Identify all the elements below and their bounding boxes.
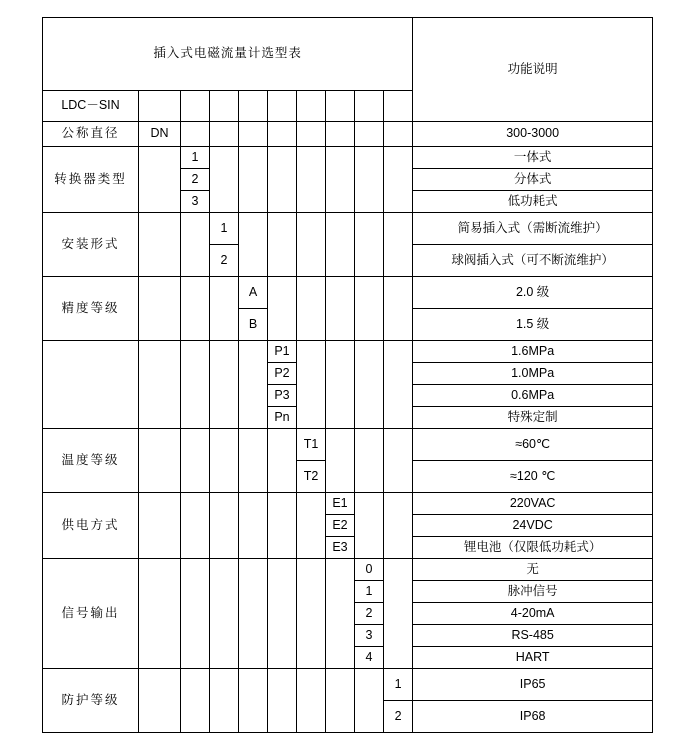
desc-converter-type-2: 分体式 <box>413 169 653 191</box>
table-row-protection-1 <box>43 669 653 701</box>
spacer-cell <box>139 493 181 559</box>
code-pressure-4: Pn <box>268 407 297 429</box>
model-cell-1 <box>139 91 181 122</box>
spacer-cell <box>139 277 181 341</box>
code-install-type-1: 1 <box>210 213 239 245</box>
spacer-cell <box>297 669 326 733</box>
spacer-cell <box>355 341 384 429</box>
spacer-cell <box>268 277 297 341</box>
code-accuracy-2: B <box>239 309 268 341</box>
table-row-accuracy-1 <box>43 277 653 309</box>
spacer-cell <box>326 277 355 341</box>
model-cell-6 <box>297 91 326 122</box>
spacer-cell <box>355 213 384 277</box>
spacer-cell <box>355 669 384 733</box>
desc-accuracy-2: 1.5 级 <box>413 309 653 341</box>
spacer-cell <box>297 559 326 669</box>
model-cell-3 <box>210 91 239 122</box>
spacer-cell <box>181 669 210 733</box>
document-title: 插入式电磁流量计选型表 <box>43 18 413 91</box>
spacer-cell <box>326 559 355 669</box>
desc-power-1: 220VAC <box>413 493 653 515</box>
spacer-cell <box>210 669 239 733</box>
table-row-converter-type-1 <box>43 147 653 169</box>
spacer-cell <box>181 429 210 493</box>
row-label-converter-type: 转换器类型 <box>43 147 139 213</box>
code-temperature-1: T1 <box>297 429 326 461</box>
spacer-cell <box>239 341 268 429</box>
table-row-install-type-1 <box>43 213 653 245</box>
code-power-1: E1 <box>326 493 355 515</box>
row-label-accuracy: 精度等级 <box>43 277 139 341</box>
desc-converter-type-3: 低功耗式 <box>413 191 653 213</box>
code-signal-2: 1 <box>355 581 384 603</box>
spacer-cell <box>326 147 355 213</box>
function-header: 功能说明 <box>413 18 653 122</box>
model-cell-7 <box>326 91 355 122</box>
code-power-2: E2 <box>326 515 355 537</box>
spacer-cell <box>268 147 297 213</box>
model-cell-9 <box>384 91 413 122</box>
spacer-cell <box>181 122 210 147</box>
spacer-cell <box>384 429 413 493</box>
spacer-cell <box>297 341 326 429</box>
desc-pressure-4: 特殊定制 <box>413 407 653 429</box>
table-row-nominal-diameter <box>43 122 653 147</box>
spacer-cell <box>181 341 210 429</box>
spacer-cell <box>297 493 326 559</box>
code-protection-2: 2 <box>384 701 413 733</box>
spacer-cell <box>210 559 239 669</box>
desc-signal-3: 4-20mA <box>413 603 653 625</box>
code-pressure-3: P3 <box>268 385 297 407</box>
spacer-cell <box>326 669 355 733</box>
table-row-power-1 <box>43 493 653 515</box>
spacer-cell <box>355 429 384 493</box>
spacer-cell <box>384 493 413 559</box>
spacer-cell <box>210 429 239 493</box>
spacer-cell <box>210 277 239 341</box>
desc-install-type-1: 简易插入式（需断流维护） <box>413 213 653 245</box>
code-converter-type-2: 2 <box>181 169 210 191</box>
desc-nominal-diameter: 300-3000 <box>413 122 653 147</box>
spacer-cell <box>326 122 355 147</box>
spacer-cell <box>210 493 239 559</box>
desc-protection-1: IP65 <box>413 669 653 701</box>
spacer-cell <box>239 147 268 213</box>
spacer-cell <box>181 559 210 669</box>
spacer-cell <box>139 213 181 277</box>
spacer-cell <box>268 429 297 493</box>
row-label-signal: 信号输出 <box>43 559 139 669</box>
desc-power-2: 24VDC <box>413 515 653 537</box>
spacer-cell <box>181 277 210 341</box>
spacer-cell <box>326 429 355 493</box>
spacer-cell <box>139 341 181 429</box>
spacer-cell <box>210 122 239 147</box>
spacer-cell <box>268 493 297 559</box>
code-temperature-2: T2 <box>297 461 326 493</box>
spacer-cell <box>239 213 268 277</box>
spacer-cell <box>384 559 413 669</box>
code-accuracy-1: A <box>239 277 268 309</box>
spacer-cell <box>139 559 181 669</box>
row-label-power: 供电方式 <box>43 493 139 559</box>
row-label-temperature: 温度等级 <box>43 429 139 493</box>
model-cell-2 <box>181 91 210 122</box>
row-label-pressure <box>43 341 139 429</box>
spacer-cell <box>181 493 210 559</box>
code-signal-1: 0 <box>355 559 384 581</box>
spacer-cell <box>268 669 297 733</box>
spacer-cell <box>210 341 239 429</box>
code-signal-4: 3 <box>355 625 384 647</box>
spacer-cell <box>268 213 297 277</box>
spacer-cell <box>139 429 181 493</box>
spacer-cell <box>268 559 297 669</box>
row-label-nominal-diameter: 公称直径 <box>43 122 139 147</box>
model-cell-8 <box>355 91 384 122</box>
desc-pressure-2: 1.0MPa <box>413 363 653 385</box>
table-row-title <box>43 18 653 91</box>
spacer-cell <box>297 277 326 341</box>
spacer-cell <box>239 669 268 733</box>
spacer-cell <box>239 122 268 147</box>
code-pressure-2: P2 <box>268 363 297 385</box>
spacer-cell <box>139 147 181 213</box>
spacer-cell <box>355 147 384 213</box>
desc-accuracy-1: 2.0 级 <box>413 277 653 309</box>
spacer-cell <box>297 213 326 277</box>
model-cell-5 <box>268 91 297 122</box>
desc-signal-2: 脉冲信号 <box>413 581 653 603</box>
code-nominal-diameter: DN <box>139 122 181 147</box>
desc-power-3: 锂电池（仅限低功耗式） <box>413 537 653 559</box>
desc-temperature-2: ≈120 ℃ <box>413 461 653 493</box>
table-row-temperature-1 <box>43 429 653 461</box>
desc-signal-1: 无 <box>413 559 653 581</box>
spacer-cell <box>139 669 181 733</box>
code-converter-type-3: 3 <box>181 191 210 213</box>
desc-pressure-3: 0.6MPa <box>413 385 653 407</box>
spacer-cell <box>384 122 413 147</box>
table-row-pressure-1 <box>43 341 653 363</box>
spacer-cell <box>355 277 384 341</box>
spacer-cell <box>239 429 268 493</box>
spacer-cell <box>384 213 413 277</box>
desc-signal-5: HART <box>413 647 653 669</box>
spacer-cell <box>355 493 384 559</box>
desc-install-type-2: 球阀插入式（可不断流维护） <box>413 245 653 277</box>
spacer-cell <box>355 122 384 147</box>
spacer-cell <box>297 147 326 213</box>
model-cell-4 <box>239 91 268 122</box>
model-prefix: LDC－SIN <box>43 91 139 122</box>
code-pressure-1: P1 <box>268 341 297 363</box>
spacer-cell <box>326 341 355 429</box>
spacer-cell <box>239 559 268 669</box>
desc-temperature-1: ≈60℃ <box>413 429 653 461</box>
spacer-cell <box>326 213 355 277</box>
desc-signal-4: RS-485 <box>413 625 653 647</box>
spacer-cell <box>268 122 297 147</box>
spacer-cell <box>181 213 210 277</box>
code-converter-type-1: 1 <box>181 147 210 169</box>
spacer-cell <box>384 341 413 429</box>
spacer-cell <box>384 277 413 341</box>
code-signal-3: 2 <box>355 603 384 625</box>
row-label-protection: 防护等级 <box>43 669 139 733</box>
code-signal-5: 4 <box>355 647 384 669</box>
spacer-cell <box>210 147 239 213</box>
table-row-signal-1 <box>43 559 653 581</box>
code-power-3: E3 <box>326 537 355 559</box>
spacer-cell <box>384 147 413 213</box>
spacer-cell <box>239 493 268 559</box>
row-label-install-type: 安装形式 <box>43 213 139 277</box>
code-protection-1: 1 <box>384 669 413 701</box>
selection-table <box>42 17 653 733</box>
desc-converter-type-1: 一体式 <box>413 147 653 169</box>
desc-pressure-1: 1.6MPa <box>413 341 653 363</box>
desc-protection-2: IP68 <box>413 701 653 733</box>
code-install-type-2: 2 <box>210 245 239 277</box>
spacer-cell <box>297 122 326 147</box>
